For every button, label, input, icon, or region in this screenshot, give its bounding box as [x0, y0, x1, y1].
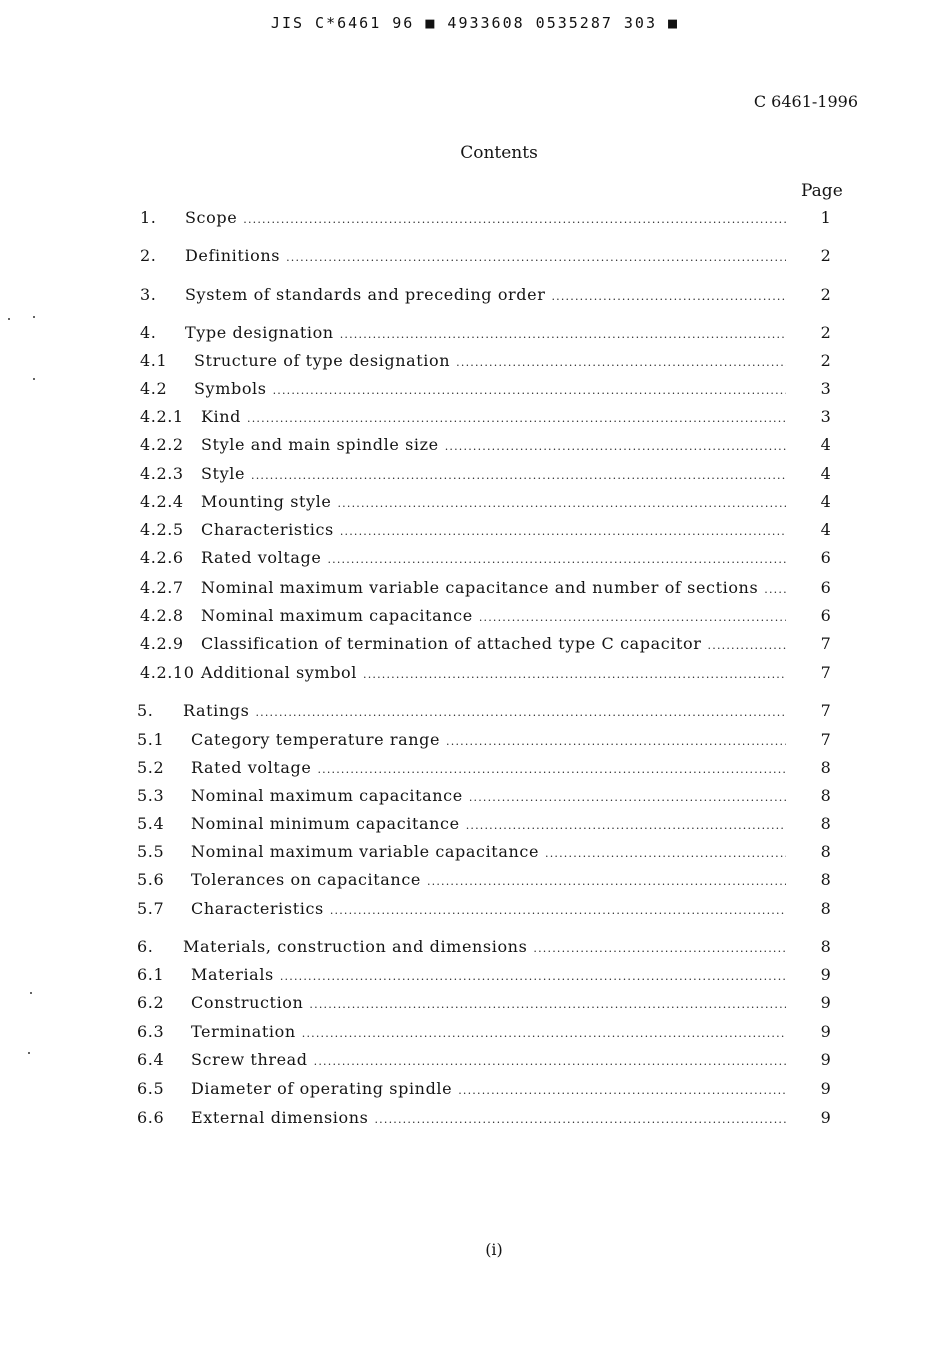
- toc-entry-number: 6.3: [137, 1022, 165, 1041]
- toc-entry-title: Tolerances on capacitance: [191, 870, 421, 889]
- toc-entry-title: Termination: [191, 1022, 296, 1041]
- dot-leader: [280, 970, 786, 983]
- toc-entry[interactable]: [138, 870, 838, 894]
- dot-leader: [340, 525, 786, 538]
- toc-entry-number: 5.5: [137, 842, 165, 861]
- toc-entry-page: 2: [820, 246, 832, 265]
- toc-entry-title: Characteristics: [201, 520, 334, 539]
- toc-entry-title: Type designation: [185, 323, 334, 342]
- toc-entry-title: Additional symbol: [201, 663, 357, 682]
- toc-entry-title: Nominal maximum capacitance: [191, 786, 463, 805]
- toc-entry-page: 7: [820, 663, 832, 682]
- toc-entry-page: 4: [820, 520, 832, 539]
- dot-leader: [764, 583, 786, 596]
- dot-leader: [330, 904, 786, 917]
- toc-entry-page: 2: [820, 351, 832, 370]
- toc-entry-page: 9: [820, 1050, 832, 1069]
- toc-entry-page: 8: [820, 899, 832, 918]
- toc-entry[interactable]: [138, 246, 838, 270]
- toc-entry[interactable]: [138, 208, 838, 232]
- dot-leader: [533, 942, 786, 955]
- dot-leader: [479, 611, 786, 624]
- toc-entry-title: Screw thread: [191, 1050, 308, 1069]
- toc-entry-number: 4.2.10: [140, 663, 195, 682]
- scan-speck: [8, 318, 10, 320]
- toc-entry[interactable]: [138, 899, 838, 923]
- toc-entry-title: Nominal minimum capacitance: [191, 814, 460, 833]
- toc-entry-title: Nominal maximum variable capacitance and number of sections: [201, 578, 759, 597]
- toc-entry-number: 1.: [140, 208, 157, 227]
- toc-entry-page: 7: [820, 730, 832, 749]
- dot-leader: [446, 735, 786, 748]
- dot-leader: [458, 1084, 786, 1097]
- toc-entry-number: 4.2.5: [140, 520, 184, 539]
- toc-entry-title: Nominal maximum variable capacitance: [191, 842, 540, 861]
- page-column-label: Page: [801, 181, 843, 201]
- toc-entry[interactable]: [138, 1108, 838, 1132]
- toc-entry[interactable]: [138, 492, 838, 516]
- toc-entry-number: 2.: [140, 246, 157, 265]
- toc-entry[interactable]: [138, 1050, 838, 1074]
- dot-leader: [466, 819, 786, 832]
- dot-leader: [374, 1113, 786, 1126]
- toc-entry-title: Rated voltage: [201, 548, 322, 567]
- toc-entry[interactable]: [138, 323, 838, 347]
- toc-entry-number: 4.2.4: [140, 492, 184, 511]
- toc-entry[interactable]: [138, 1079, 838, 1103]
- dot-leader: [243, 213, 786, 226]
- toc-entry[interactable]: [138, 435, 838, 459]
- dot-leader: [255, 706, 786, 719]
- toc-entry-number: 4.: [140, 323, 157, 342]
- toc-entry-number: 4.2.9: [140, 634, 184, 653]
- toc-entry[interactable]: [138, 937, 838, 961]
- toc-entry[interactable]: [138, 663, 838, 687]
- toc-entry-title: External dimensions: [191, 1108, 369, 1127]
- toc-entry-title: Rated voltage: [191, 758, 312, 777]
- toc-entry-page: 8: [820, 842, 832, 861]
- toc-entry[interactable]: [138, 1022, 838, 1046]
- toc-entry[interactable]: [138, 993, 838, 1017]
- toc-entry-number: 4.1: [140, 351, 168, 370]
- toc-entry[interactable]: [138, 786, 838, 810]
- dot-leader: [340, 328, 786, 341]
- dot-leader: [309, 998, 786, 1011]
- toc-entry-page: 7: [820, 701, 832, 720]
- scan-speck: [30, 992, 32, 994]
- document-number: C 6461-1996: [753, 92, 858, 111]
- toc-entry-page: 4: [820, 464, 832, 483]
- toc-entry-title: Characteristics: [191, 899, 324, 918]
- toc-entry[interactable]: [138, 701, 838, 725]
- dot-leader: [327, 553, 786, 566]
- dot-leader: [545, 847, 786, 860]
- toc-entry-title: Nominal maximum capacitance: [201, 606, 473, 625]
- toc-entry-title: Kind: [201, 407, 242, 426]
- dot-leader: [302, 1027, 786, 1040]
- toc-entry-number: 5.3: [137, 786, 165, 805]
- toc-entry-page: 4: [820, 492, 832, 511]
- toc-entry-page: 6: [820, 548, 832, 567]
- toc-entry-page: 8: [820, 814, 832, 833]
- toc-entry-page: 2: [820, 323, 832, 342]
- toc-entry-number: 4.2.6: [140, 548, 184, 567]
- dot-leader: [456, 356, 786, 369]
- toc-entry-title: Materials: [191, 965, 274, 984]
- toc-entry-page: 9: [820, 965, 832, 984]
- toc-entry-number: 5.1: [137, 730, 165, 749]
- toc-entry-number: 6.1: [137, 965, 165, 984]
- toc-entry-number: 5.4: [137, 814, 165, 833]
- toc-entry-page: 8: [820, 786, 832, 805]
- toc-entry-number: 4.2.7: [140, 578, 184, 597]
- dot-leader: [445, 440, 786, 453]
- toc-entry-title: System of standards and preceding order: [185, 285, 546, 304]
- toc-entry[interactable]: [138, 814, 838, 838]
- toc-entry-number: 4.2.3: [140, 464, 184, 483]
- toc-entry[interactable]: [138, 379, 838, 403]
- toc-entry-title: Materials, construction and dimensions: [183, 937, 528, 956]
- toc-entry-number: 6.4: [137, 1050, 165, 1069]
- toc-entry-page: 6: [820, 578, 832, 597]
- dot-leader: [469, 791, 786, 804]
- toc-entry-number: 6.2: [137, 993, 165, 1012]
- toc-entry[interactable]: [138, 351, 838, 375]
- toc-entry[interactable]: [138, 758, 838, 782]
- toc-entry-title: Mounting style: [201, 492, 332, 511]
- toc-entry-title: Classification of termination of attached type C capacitor: [201, 634, 702, 653]
- toc-entry-page: 8: [820, 870, 832, 889]
- toc-entry-page: 9: [820, 1022, 832, 1041]
- contents-title: Contents: [460, 143, 538, 163]
- toc-entry-page: 9: [820, 1079, 832, 1098]
- header-code-line: JIS C*6461 96 ■ 4933608 0535287 303 ■: [270, 14, 680, 32]
- toc-entry-page: 3: [820, 379, 832, 398]
- toc-entry[interactable]: [138, 842, 838, 866]
- toc-entry-number: 4.2.8: [140, 606, 184, 625]
- toc-entry-page: 1: [820, 208, 832, 227]
- toc-entry[interactable]: [138, 606, 838, 630]
- dot-leader: [427, 875, 786, 888]
- toc-entry-title: Structure of type designation: [194, 351, 451, 370]
- scan-speck: [28, 1052, 30, 1054]
- toc-entry-title: Style: [201, 464, 246, 483]
- toc-entry-page: 3: [820, 407, 832, 426]
- toc-entry-title: Scope: [185, 208, 238, 227]
- dot-leader: [286, 251, 786, 264]
- toc-entry-page: 2: [820, 285, 832, 304]
- toc-entry-number: 5.7: [137, 899, 165, 918]
- toc-entry-page: 8: [820, 758, 832, 777]
- toc-entry-page: 6: [820, 606, 832, 625]
- toc-entry-title: Style and main spindle size: [201, 435, 439, 454]
- dot-leader: [551, 290, 786, 303]
- toc-entry-page: 7: [820, 634, 832, 653]
- dot-leader: [337, 497, 786, 510]
- footer-page-number: (i): [485, 1240, 503, 1259]
- toc-entry[interactable]: [138, 730, 838, 754]
- scan-speck: [33, 316, 35, 318]
- toc-entry-number: 6.6: [137, 1108, 165, 1127]
- toc-entry[interactable]: [138, 965, 838, 989]
- toc-entry-number: 5.2: [137, 758, 165, 777]
- toc-entry-number: 6.: [137, 937, 154, 956]
- toc-entry[interactable]: [138, 520, 838, 544]
- toc-entry-number: 4.2.1: [140, 407, 184, 426]
- toc-entry[interactable]: [138, 634, 838, 658]
- dot-leader: [273, 384, 786, 397]
- toc-entry-title: Diameter of operating spindle: [191, 1079, 453, 1098]
- toc-entry[interactable]: [138, 407, 838, 431]
- dot-leader: [251, 469, 786, 482]
- toc-entry[interactable]: [138, 464, 838, 488]
- dot-leader: [708, 639, 786, 652]
- toc-entry-page: 9: [820, 1108, 832, 1127]
- toc-entry-page: 9: [820, 993, 832, 1012]
- toc-entry-title: Definitions: [185, 246, 281, 265]
- toc-entry-number: 5.6: [137, 870, 165, 889]
- toc-entry-title: Construction: [191, 993, 304, 1012]
- toc-entry-page: 8: [820, 937, 832, 956]
- toc-entry-number: 6.5: [137, 1079, 165, 1098]
- dot-leader: [314, 1055, 786, 1068]
- scan-speck: [33, 378, 35, 380]
- toc-entry[interactable]: [138, 285, 838, 309]
- toc-entry-number: 5.: [137, 701, 154, 720]
- toc-entry[interactable]: [138, 578, 838, 602]
- toc-entry-title: Symbols: [194, 379, 267, 398]
- toc-entry-title: Category temperature range: [191, 730, 441, 749]
- dot-leader: [247, 412, 786, 425]
- dot-leader: [363, 668, 786, 681]
- toc-entry-number: 4.2.2: [140, 435, 184, 454]
- dot-leader: [317, 763, 786, 776]
- toc-entry-number: 3.: [140, 285, 157, 304]
- toc-entry-page: 4: [820, 435, 832, 454]
- toc-entry-title: Ratings: [183, 701, 250, 720]
- toc-entry[interactable]: [138, 548, 838, 572]
- toc-entry-number: 4.2: [140, 379, 168, 398]
